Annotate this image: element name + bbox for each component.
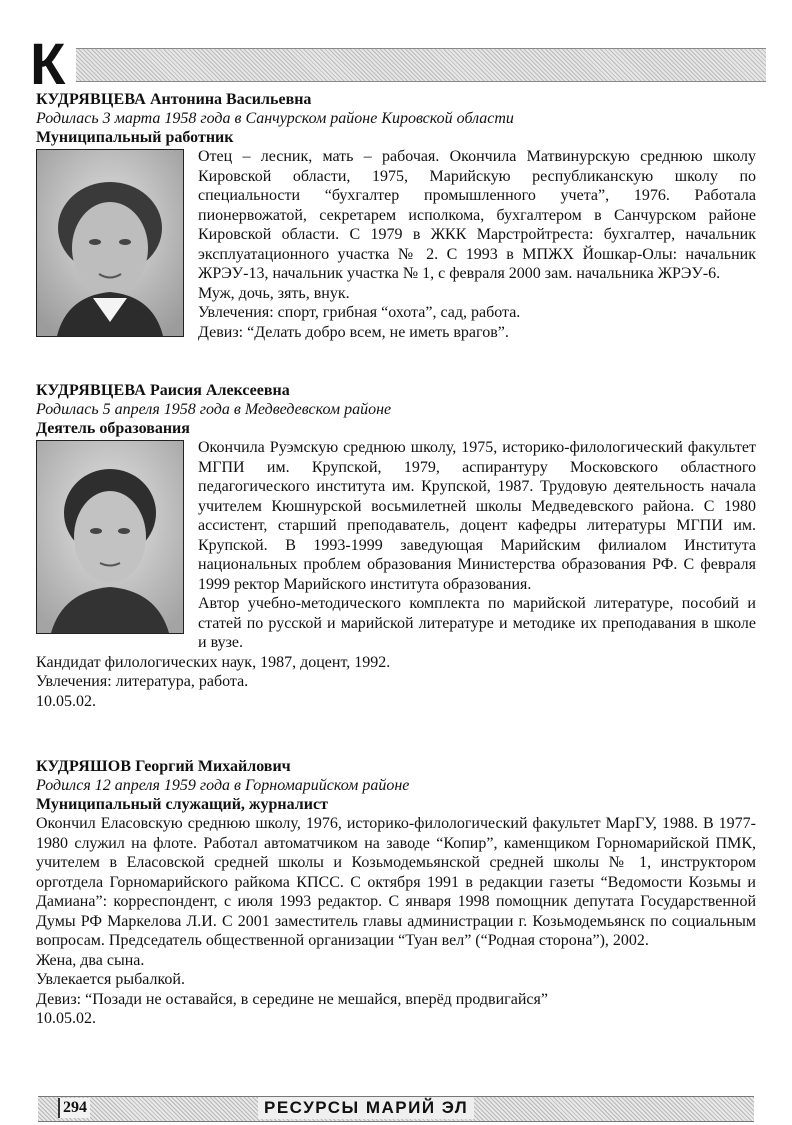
paragraph: Автор учебно-методического комплекта по марийской литературе, пособий и статей по русской и марийской литературе и методике их преподавания в школе и вузе. — [198, 595, 756, 651]
surname: КУДРЯШОВ — [36, 758, 132, 775]
biography-entry — [36, 757, 756, 1029]
birth-info: Родилась 3 марта 1958 года в Санчурском районе Кировской области — [36, 110, 514, 127]
biography-text — [36, 814, 756, 1029]
paragraph: Увлечения: литература, работа. — [36, 673, 249, 690]
paragraph: Увлекается рыбалкой. — [36, 971, 185, 988]
birth-info: Родилась 5 апреля 1958 года в Медведевском районе — [36, 401, 392, 418]
biography-entry — [36, 381, 756, 711]
paragraph: Муж, дочь, зять, внук. — [198, 284, 350, 302]
paragraph: Окончил Еласовскую среднюю школу, 1976, историко-филологический факультет МарГУ, 1988. В 1977-1980 служил на флоте. Работал автоматчиком на заводе “Копир”, каменщиком Горномарийской ПМК, учителем в Еласовской средней школы и Козьмодемьянской средней школы № 1, инструктором орготдела Горномарийского райкома КПСС. С октября 1991 в редакции газеты “Ведомости Козьмы и Дамиана”: корреспондент, с июля 1993 редактор. С января 1998 помощник депутата Государственной Думы РФ Маркелова Л.И. С 2001 заместитель главы администрации г. Козьмодемьянск по социальным вопросам. Председатель общественной организации “Туан вел” (“Родная сторона”), 2002. — [36, 815, 756, 949]
portrait-photo — [36, 440, 184, 634]
portrait-photo — [36, 149, 184, 337]
given-name: Раисия Алексеевна — [149, 382, 290, 399]
paragraph: Жена, два сына. — [36, 951, 145, 969]
person-name — [36, 90, 756, 109]
biography-text — [36, 438, 756, 711]
paragraph: Кандидат филологических наук, 1987, доцент, 1992. — [36, 653, 391, 671]
paragraph: 10.05.02. — [36, 1010, 96, 1027]
running-title: РЕСУРСЫ МАРИЙ ЭЛ — [258, 1097, 474, 1119]
biography-entry — [36, 90, 756, 343]
paragraph: 10.05.02. — [36, 692, 96, 710]
occupation: Муниципальный работник — [36, 129, 234, 146]
biography-text — [36, 147, 756, 342]
paragraph: Увлечения: спорт, грибная “охота”, сад, работа. — [198, 304, 521, 321]
given-name: Антонина Васильевна — [149, 91, 312, 108]
birth-info: Родился 12 апреля 1959 года в Горномарийском районе — [36, 777, 410, 794]
surname: КУДРЯВЦЕВА — [36, 382, 146, 399]
paragraph: Девиз: “Делать добро всем, не иметь врагов”. — [198, 323, 509, 341]
page-number: 294 — [58, 1098, 90, 1118]
occupation: Деятель образования — [36, 420, 190, 437]
paragraph: Отец – лесник, мать – рабочая. Окончила Матвинурскую среднюю школу Кировской области, 1975, Марийскую республиканскую школу по специальности “бухгалтер промышленного учета”, 1976. Работала пионервожатой, секретарем исполкома, бухгалтером в Санчурском районе Кировской области. С 1979 в ЖКК Марстройтреста: бухгалтер, начальник эксплуатационного участка № 2. С 1993 в МПЖХ Йошкар-Олы: начальник ЖРЭУ-13, начальник участка № 1, с февраля 2000 зам. начальника ЖРЭУ-6. — [198, 148, 756, 282]
given-name: Георгий Михайлович — [135, 758, 291, 775]
person-name — [36, 381, 756, 400]
occupation: Муниципальный служащий, журналист — [36, 796, 328, 813]
paragraph: Девиз: “Позади не оставайся, в середине не мешайся, вперёд продвигайся” — [36, 990, 548, 1008]
paragraph: Окончила Руэмскую среднюю школу, 1975, историко-филологический факультет МГПИ им. Крупской, 1979, аспирантуру Московского областного педагогического института им. Крупской, 1987. Трудовую деятельность начала учителем Кюшнурской восьмилетней школы Медведевского района. С 1980 ассистент, старший преподаватель, доцент кафедры литературы МГПИ им. Крупской. В 1993-1999 заведующая Марийским филиалом Института национальных проблем образования Министерства образования РФ. С февраля 1999 ректор Марийского института образования. — [198, 439, 756, 593]
section-letter: К — [30, 32, 66, 97]
surname: КУДРЯВЦЕВА — [36, 91, 146, 108]
section-header-bar — [76, 48, 766, 82]
person-name — [36, 757, 756, 776]
